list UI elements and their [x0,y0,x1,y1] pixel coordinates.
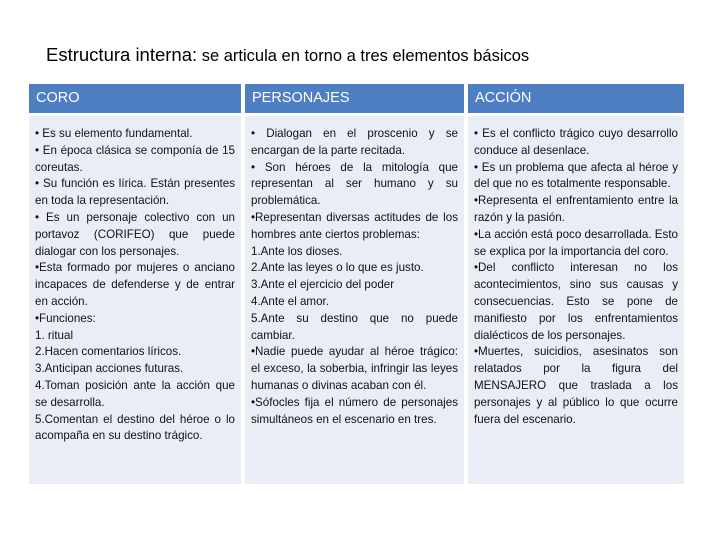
list-item: • Dialogan en el proscenio y se encargan de la parte recitada. [251,127,458,157]
list-item: 4.Toman posición ante la acción que se desarrolla. [35,378,235,409]
list-item: •Representa el enfrentamiento entre la razón y la pasión. [474,194,678,224]
list-item: 4.Ante el amor. [251,294,329,308]
personajes-cell [245,116,464,484]
list-item: •Representan diversas actitudes de los hombres ante ciertos problemas: [251,210,458,241]
list-item: •Esta formado por mujeres o anciano incapaces de defenderse y de entrar en acción. [35,261,235,308]
list-item: •Del conflicto interesan no los acontecimientos, sino sus causas y consecuencias. Esto se pone de manifiesto por los enfrentamientos dialécticos de los personajes. [474,261,678,342]
list-item: •Funciones: [35,311,96,325]
table-body-row [29,116,684,484]
structure-table [29,84,684,484]
list-item: • Es el conflicto trágico cuyo desarrollo conduce al desenlace. [474,127,678,157]
list-item: 5.Comentan el destino del héroe o lo acompaña en su destino trágico. [35,412,235,443]
list-item: • Es un problema que afecta al héroe y del que no es totalmente responsable. [474,160,678,191]
slide-title-rest: se articula en torno a tres elementos básicos [197,47,530,65]
list-item: 3.Ante el ejercicio del poder [251,278,395,292]
list-item: • Es un personaje colectivo con un portavoz (CORIFEO) que puede dialogar con los personajes. [35,210,235,258]
accion-cell [468,116,684,484]
coro-cell [29,116,241,484]
slide-title-strong: Estructura interna: [46,44,198,65]
list-item: 3.Anticipan acciones futuras. [35,362,184,376]
header-accion: ACCIÓN [475,90,532,106]
list-item: 2.Ante las leyes o lo que es justo. [251,261,424,275]
list-item: • En época clásica se componía de 15 coreutas. [35,143,235,174]
list-item: •La acción está poco desarrollada. Esto se explica por la importancia del coro. [474,227,678,258]
list-item: • Su función es lírica. Están presentes en toda la representación. [35,177,235,208]
list-item: 5.Ante su destino que no puede cambiar. [251,311,458,342]
table-header-row [29,84,684,113]
list-item: •Nadie puede ayudar al héroe trágico: el exceso, la soberbia, infringir las leyes humanas o divinas acaban con él. [251,345,458,392]
list-item: • Es su elemento fundamental. [35,127,193,140]
list-item: 1. ritual [35,328,74,342]
header-personajes: PERSONAJES [252,90,350,106]
list-item: •Sófocles fija el número de personajes simultáneos en el escenario en tres. [251,395,458,426]
list-item: • Son héroes de la mitología que representan al ser humano y su problemática. [251,160,458,208]
slide-title [46,44,529,66]
header-coro: CORO [36,90,80,106]
list-item: •Muertes, suicidios, asesinatos son relatados por la figura del MENSAJERO que traslada a los personajes y al público lo que ocurre fuera del escenario. [474,345,678,426]
list-item: 1.Ante los dioses. [251,244,343,258]
list-item: 2.Hacen comentarios líricos. [35,345,182,359]
